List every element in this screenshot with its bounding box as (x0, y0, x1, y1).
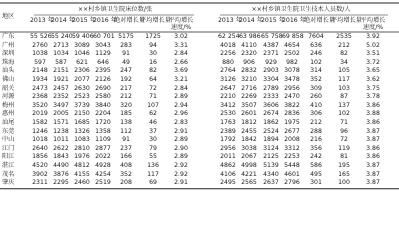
table-cell: 1975 (284, 119, 300, 126)
table-cell: 3.51 (366, 50, 380, 58)
table-cell: 3.86 (366, 144, 380, 152)
table-cell: 2580 (95, 93, 111, 101)
table-cell: 2524 (263, 127, 279, 135)
table-cell: 119 (338, 144, 350, 152)
table-cell: 5.02 (366, 41, 380, 49)
row-region: 深圳 (2, 50, 15, 58)
table-cell: 1083 (74, 136, 90, 144)
row-region: 佛山 (2, 76, 15, 83)
table-cell: 3.02 (174, 33, 188, 40)
table-cell: 2256 (220, 50, 236, 58)
table-cell: 301 (310, 179, 322, 187)
table-cell: 79 (149, 144, 157, 152)
table-cell: 586 (310, 162, 322, 169)
table-cell: 55 526 (30, 33, 52, 40)
table-cell: 72 (340, 136, 348, 144)
table-cell: 3902 (32, 170, 48, 178)
table-cell: 112 (120, 127, 132, 135)
table-cell: 2352 (53, 93, 69, 101)
table-cell: 2760 (32, 41, 48, 49)
table-cell: 2389 (220, 127, 236, 135)
row-region: 肇庆 (2, 179, 15, 187)
table-cell: 2210 (220, 93, 236, 101)
table-cell: 2690 (95, 84, 111, 92)
table-cell: 60 701 (93, 33, 115, 40)
row-region: 韶关 (2, 84, 15, 92)
table-cell: 2.83 (174, 119, 188, 126)
group1-column-header: 2016 年 (93, 17, 117, 24)
table-cell: 216 (310, 136, 322, 144)
table-cell: 212 (120, 93, 132, 101)
table-cell: 1934 (32, 76, 48, 83)
table-cell: 1246 (32, 127, 48, 135)
table-cell: 2.90 (174, 144, 188, 152)
group2-column-header: 2016 年 (282, 17, 306, 24)
row-region: 江门 (2, 144, 15, 152)
table-cell: 7604 (308, 33, 324, 40)
table-cell: 2320 (241, 50, 257, 58)
table-cell: 2530 (220, 110, 236, 118)
table-cell: 2630 (74, 84, 90, 92)
table-cell: 408 (120, 162, 132, 169)
table-cell: 69 (149, 179, 157, 187)
table-cell: 3043 (95, 41, 111, 49)
table-cell: 2637 (263, 179, 279, 187)
table-cell: 1792 (220, 136, 236, 144)
table-cell: 2810 (74, 144, 90, 152)
row-region: 汕尾 (2, 119, 15, 126)
table-cell: 646 (97, 58, 109, 66)
table-cell: 320 (120, 101, 132, 109)
table-cell: 906 (243, 58, 255, 66)
table-cell: 16 (149, 58, 157, 66)
table-cell: 352 (120, 170, 132, 178)
table-cell: 2371 (263, 50, 279, 58)
table-cell: 2333 (263, 93, 279, 101)
table-cell: 3.87 (366, 162, 380, 169)
table-cell: 356 (310, 144, 322, 152)
table-cell: 2.91 (174, 127, 188, 135)
group1-column-header: 平均增长速度/% (168, 17, 194, 31)
table-cell: 4862 (220, 162, 236, 169)
table-cell: 246 (310, 50, 322, 58)
table-cell: 1894 (263, 136, 279, 144)
table-cell: 2796 (284, 179, 300, 187)
table-cell: 3.87 (366, 127, 380, 135)
table-cell: 2151 (53, 67, 69, 75)
table-cell: 2005 (53, 110, 69, 118)
table-cell: 3.72 (366, 58, 380, 66)
group1-title: ××村乡镇卫生院床位数/张 (77, 6, 153, 13)
table-cell: 3876 (53, 170, 69, 178)
table-cell: 3840 (95, 101, 111, 109)
table-cell: 242 (310, 153, 322, 161)
table-cell: 1582 (32, 119, 48, 126)
table-cell: 2713 (53, 41, 69, 49)
table-cell: 4387 (263, 41, 279, 49)
table-cell: 96 (340, 127, 348, 135)
table-cell: 2368 (32, 93, 48, 101)
table-cell: 309 (310, 84, 322, 92)
table-cell: 117 (338, 76, 350, 83)
table-cell: 314 (310, 67, 322, 75)
table-cell: 1129 (95, 50, 111, 58)
table-cell: 3124 (263, 144, 279, 152)
table-cell: 2457 (53, 84, 69, 92)
table-cell: 81 (340, 153, 348, 161)
table-cell: 72 (149, 84, 157, 92)
table-cell: 3.75 (366, 84, 380, 92)
table-cell: 1685 (74, 119, 90, 126)
table-cell: 3312 (284, 144, 300, 152)
table-cell: 4654 (284, 41, 300, 49)
table-cell: 2011 (220, 153, 236, 161)
table-cell: 3078 (284, 67, 300, 75)
table-cell: 34 (340, 58, 348, 66)
table-cell: 2395 (95, 67, 111, 75)
table-cell: 4155 (74, 170, 90, 178)
table-cell: 3412 (220, 101, 236, 109)
table-cell: 4018 (220, 41, 236, 49)
table-cell: 2622 (53, 144, 69, 152)
stub-header: 地区 (2, 13, 15, 20)
table-cell: 30 (149, 136, 157, 144)
table-cell: 64 (149, 76, 157, 83)
group2-column-header: 2014 年 (239, 17, 263, 24)
table-cell: 2150 (74, 110, 90, 118)
row-region: 河源 (2, 93, 15, 101)
table-cell: 2077 (74, 76, 90, 83)
table-cell: 212 (310, 119, 322, 126)
group2-column-header: 平均增长速度/% (360, 17, 386, 31)
table-cell: 587 (55, 58, 67, 66)
table-cell: 2.92 (174, 162, 188, 169)
table-cell: 1812 (241, 119, 257, 126)
table-cell: 4490 (53, 162, 69, 169)
table-cell: 2877 (95, 144, 111, 152)
table-cell: 2311 (32, 179, 48, 187)
table-cell: 87 (340, 93, 348, 101)
table-cell: 1358 (95, 127, 111, 135)
table-cell: 3822 (284, 101, 300, 109)
table-cell: 3.31 (174, 41, 188, 49)
group2-title: ××村乡镇卫生院卫生技术人员数/人 (251, 6, 351, 13)
table-cell: 4998 (241, 162, 257, 169)
table-cell: 1034 (53, 50, 69, 58)
table-cell: 2535 (336, 33, 352, 40)
table-cell: 69 858 (282, 33, 304, 40)
table-cell: 636 (310, 41, 322, 49)
table-cell: 306 (310, 110, 322, 118)
table-cell: 2067 (241, 153, 257, 161)
group1-column-header: 绝对增长量 (114, 17, 145, 24)
table-cell: 4928 (95, 162, 111, 169)
table-cell: 185 (120, 110, 132, 118)
table-cell: 4812 (74, 162, 90, 169)
table-cell: 3.86 (366, 119, 380, 126)
table-cell: 2269 (241, 93, 257, 101)
table-cell: 91 (122, 50, 130, 58)
table-cell: 2455 (241, 127, 257, 135)
table-cell: 2.66 (174, 58, 188, 66)
table-cell: 247 (120, 67, 132, 75)
table-cell: 3.87 (366, 170, 380, 178)
table-cell: 2.89 (174, 153, 188, 161)
table-cell: 1326 (74, 127, 90, 135)
table-cell: 1238 (53, 127, 69, 135)
table-cell: 59 406 (72, 33, 94, 40)
table-cell: 137 (338, 101, 350, 109)
table-cell: 2.94 (174, 101, 188, 109)
table-cell: 3.78 (366, 93, 380, 101)
table-cell: 2523 (74, 93, 90, 101)
table-cell: 1109 (95, 136, 111, 144)
group2-column-header: 2013 年 (218, 17, 242, 24)
row-region: 中山 (2, 136, 15, 144)
table-cell: 2306 (74, 67, 90, 75)
table-cell: 3520 (32, 101, 48, 109)
group1-column-header: 平均增长量 (140, 17, 171, 24)
table-cell: 4110 (241, 41, 257, 49)
table-cell: 2022 (95, 153, 111, 161)
table-cell: 283 (120, 41, 132, 49)
table-cell: 288 (310, 127, 322, 135)
table-cell: 4340 (263, 170, 279, 178)
table-cell: 1571 (53, 119, 69, 126)
table-cell: 2.91 (174, 179, 188, 187)
table-cell: 2764 (220, 67, 236, 75)
table-cell: 2647 (220, 84, 236, 92)
table-cell: 3.21 (174, 76, 188, 83)
table-cell: 3304 (263, 76, 279, 83)
table-cell: 2502 (284, 50, 300, 58)
table-cell: 2.84 (174, 84, 188, 92)
table-cell: 2674 (263, 110, 279, 118)
table-cell: 4221 (241, 170, 257, 178)
group1-column-header: 2013 年 (30, 17, 54, 24)
table-cell: 94 (149, 41, 157, 49)
table-cell: 1921 (53, 76, 69, 83)
table-cell: 2473 (32, 84, 48, 92)
table-cell: 3.87 (366, 179, 380, 187)
table-cell: 103 (338, 84, 350, 92)
table-cell: 2565 (241, 179, 257, 187)
table-cell: 2836 (284, 110, 300, 118)
table-cell: 2460 (74, 179, 90, 187)
table-cell: 82 (149, 67, 157, 75)
table-cell: 2677 (284, 127, 300, 135)
table-cell: 1018 (32, 136, 48, 144)
table-cell: 165 (338, 170, 350, 178)
table-cell: 2008 (284, 136, 300, 144)
table-cell: 1046 (74, 50, 90, 58)
table-cell: 2601 (241, 110, 257, 118)
table-cell: 2.92 (174, 170, 188, 178)
table-cell: 91 (122, 136, 130, 144)
table-cell: 102 (310, 58, 322, 66)
table-cell: 3.86 (366, 101, 380, 109)
row-region: 珠海 (2, 58, 15, 66)
table-cell: 208 (120, 179, 132, 187)
table-cell: 3.87 (366, 136, 380, 144)
table-cell: 117 (147, 170, 159, 178)
table-cell: 2716 (241, 84, 257, 92)
table-cell: 3038 (241, 144, 257, 152)
table-cell: 138 (120, 119, 132, 126)
table-cell: 1011 (53, 136, 69, 144)
table-cell: 4254 (95, 170, 111, 178)
table-cell: 5139 (263, 162, 279, 169)
table-cell: 62 (149, 110, 157, 118)
table-cell: 107 (147, 101, 159, 109)
table-cell: 71 (340, 119, 348, 126)
table-cell: 3497 (53, 101, 69, 109)
table-cell: 102 (338, 110, 350, 118)
table-cell: 2253 (284, 153, 300, 161)
table-cell: 621 (76, 58, 88, 66)
table-cell: 3.88 (366, 110, 380, 118)
table-cell: 46 (149, 119, 157, 126)
table-cell: 62 254 (218, 33, 240, 40)
row-region: 梅州 (2, 101, 15, 109)
table-cell: 65 758 (261, 33, 283, 40)
table-cell: 352 (310, 76, 322, 83)
table-cell: 2.89 (174, 93, 188, 101)
table-cell: 2126 (95, 76, 111, 83)
table-cell: 3739 (74, 101, 90, 109)
table-cell: 2125 (263, 153, 279, 161)
table-cell: 2470 (284, 93, 300, 101)
table-cell: 217 (120, 84, 132, 92)
table-cell: 3.62 (366, 76, 380, 83)
table-cell: 2.89 (174, 136, 188, 144)
table-cell: 2.84 (174, 50, 188, 58)
table-cell: 410 (310, 101, 322, 109)
table-cell: 2519 (95, 179, 111, 187)
row-region: 惠州 (2, 110, 15, 118)
table-cell: 3126 (220, 76, 236, 83)
row-region: 广东 (2, 33, 15, 40)
table-cell: 5175 (118, 33, 134, 40)
table-cell: 3.92 (366, 33, 380, 40)
table-cell: 1842 (241, 136, 257, 144)
row-region: 广州 (2, 41, 15, 49)
table-cell: 2903 (263, 67, 279, 75)
table-cell: 136 (147, 162, 159, 169)
table-cell: 3089 (74, 41, 90, 49)
table-cell: 3210 (241, 76, 257, 83)
table-cell: 495 (310, 170, 322, 178)
table-cell: 3507 (241, 101, 257, 109)
table-cell: 2204 (95, 110, 111, 118)
table-cell: 71 (149, 93, 157, 101)
table-cell: 1862 (263, 119, 279, 126)
table-cell: 82 (340, 50, 348, 58)
row-region: 茂名 (2, 170, 15, 178)
table-cell: 55 240 (51, 33, 73, 40)
table-cell: 63 986 (239, 33, 261, 40)
table-cell: 597 (34, 58, 46, 66)
table-cell: 2019 (32, 110, 48, 118)
table-cell: 3478 (284, 76, 300, 83)
table-cell: 37 (149, 127, 157, 135)
table-cell: 1856 (32, 153, 48, 161)
table-cell: 3.69 (174, 67, 188, 75)
table-cell: 4520 (32, 162, 48, 169)
table-cell: 212 (338, 41, 350, 49)
table-cell: 3.65 (366, 67, 380, 75)
table-cell: 1976 (74, 153, 90, 161)
row-region: 阳江 (2, 153, 15, 161)
group1-column-header: 2015 年 (72, 17, 96, 24)
table-cell: 5448 (284, 162, 300, 169)
table-cell: 1843 (53, 153, 69, 161)
table-cell: 105 (338, 67, 350, 75)
table-cell: 2.96 (174, 110, 188, 118)
table-cell: 3606 (263, 101, 279, 109)
table-cell: 1038 (32, 50, 48, 58)
table-cell: 929 (265, 58, 277, 66)
table-cell: 2640 (32, 144, 48, 152)
table-cell: 30 (149, 50, 157, 58)
table-cell: 4106 (220, 170, 236, 178)
table-cell: 1720 (95, 119, 111, 126)
table-cell: 195 (338, 162, 350, 169)
table-cell: 55 (149, 153, 157, 161)
table-cell: 3.86 (366, 153, 380, 161)
group2-column-header: 平均增长量 (331, 17, 362, 24)
table-cell: 2495 (220, 179, 236, 187)
table-cell: 2956 (220, 144, 236, 152)
table-cell: 4601 (284, 170, 300, 178)
table-cell: 260 (310, 93, 322, 101)
table-cell: 2295 (53, 179, 69, 187)
table-cell: 2789 (263, 84, 279, 92)
row-region: 东莞 (2, 127, 15, 135)
table-cell: 2832 (241, 67, 257, 75)
table-cell: 1763 (220, 119, 236, 126)
group1-column-header: 2014 年 (51, 17, 75, 24)
table-cell: 237 (120, 144, 132, 152)
table-cell: 2956 (284, 84, 300, 92)
group2-column-header: 2015 年 (261, 17, 285, 24)
row-region: 湛江 (2, 162, 15, 169)
table-cell: 982 (286, 58, 298, 66)
group2-column-header: 绝对增长量 (304, 17, 335, 24)
table-cell: 1725 (145, 33, 161, 40)
table-cell: 49 (122, 58, 130, 66)
table-cell: 100 (338, 179, 350, 187)
row-region: 汕头 (2, 67, 15, 75)
table-cell: 192 (120, 76, 132, 83)
table-cell: 2148 (32, 67, 48, 75)
table-cell: 166 (120, 153, 132, 161)
table-cell: 880 (222, 58, 234, 66)
